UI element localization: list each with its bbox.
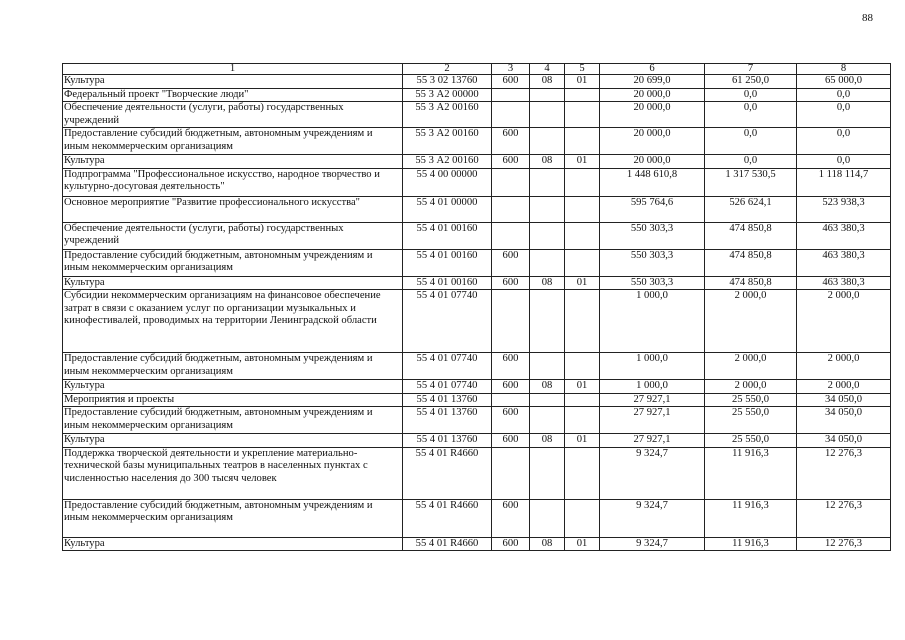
target-code-cell: 55 4 01 13760 (403, 407, 492, 434)
subsection-cell (565, 102, 600, 128)
section-cell: 08 (530, 380, 565, 394)
amount-col8-cell: 2 000,0 (797, 380, 891, 394)
section-cell (530, 393, 565, 407)
amount-col8-cell: 34 050,0 (797, 434, 891, 448)
header-cell: 8 (797, 64, 891, 75)
subsection-cell (565, 128, 600, 155)
amount-col8-cell: 463 380,3 (797, 249, 891, 276)
amount-col8-cell: 0,0 (797, 88, 891, 102)
row-name-cell: Культура (63, 380, 403, 394)
amount-col7-cell: 11 916,3 (705, 447, 797, 499)
amount-col7-cell: 61 250,0 (705, 75, 797, 89)
expense-type-cell: 600 (492, 249, 530, 276)
amount-col8-cell: 2 000,0 (797, 353, 891, 380)
table-row (63, 434, 891, 448)
amount-col7-cell: 474 850,8 (705, 276, 797, 290)
subsection-cell (565, 168, 600, 196)
subsection-cell: 01 (565, 155, 600, 169)
subsection-cell (565, 499, 600, 537)
row-name-cell: Культура (63, 155, 403, 169)
table-row (63, 102, 891, 128)
subsection-cell: 01 (565, 75, 600, 89)
target-code-cell: 55 4 01 R4660 (403, 447, 492, 499)
amount-col7-cell: 2 000,0 (705, 290, 797, 353)
header-cell: 4 (530, 64, 565, 75)
amount-col6-cell: 595 764,6 (600, 196, 705, 222)
amount-col7-cell: 2 000,0 (705, 380, 797, 394)
row-name-cell: Субсидии некоммерческим организациям на финансовое обеспечение затрат в связи с оказанием услуг по организации музыкальных и кинофестивалей, проводимых на территории Ленинградской области (63, 290, 403, 353)
row-name-cell: Культура (63, 434, 403, 448)
row-name-cell: Поддержка творческой деятельности и укрепление материально-технической базы муниципальных театров в населенных пунктах с численностью населения до 300 тысяч человек (63, 447, 403, 499)
subsection-cell (565, 88, 600, 102)
expense-type-cell (492, 168, 530, 196)
target-code-cell: 55 4 01 R4660 (403, 499, 492, 537)
subsection-cell (565, 290, 600, 353)
amount-col8-cell: 34 050,0 (797, 393, 891, 407)
section-cell: 08 (530, 434, 565, 448)
expense-type-cell: 600 (492, 434, 530, 448)
target-code-cell: 55 4 01 00160 (403, 276, 492, 290)
section-cell (530, 102, 565, 128)
amount-col6-cell: 9 324,7 (600, 499, 705, 537)
target-code-cell: 55 4 01 07740 (403, 353, 492, 380)
expense-type-cell (492, 102, 530, 128)
expense-type-cell (492, 290, 530, 353)
amount-col8-cell: 463 380,3 (797, 276, 891, 290)
section-cell (530, 222, 565, 249)
row-name-cell: Культура (63, 537, 403, 551)
table-row (63, 88, 891, 102)
table-row (63, 353, 891, 380)
subsection-cell: 01 (565, 380, 600, 394)
target-code-cell: 55 4 01 00160 (403, 222, 492, 249)
row-name-cell: Федеральный проект "Творческие люди" (63, 88, 403, 102)
amount-col6-cell: 550 303,3 (600, 222, 705, 249)
row-name-cell: Предоставление субсидий бюджетным, автономным учреждениям и иным некоммерческим организациям (63, 249, 403, 276)
amount-col6-cell: 20 000,0 (600, 88, 705, 102)
expense-type-cell (492, 222, 530, 249)
table-row (63, 537, 891, 551)
amount-col8-cell: 0,0 (797, 102, 891, 128)
amount-col8-cell: 12 276,3 (797, 447, 891, 499)
target-code-cell: 55 4 01 07740 (403, 380, 492, 394)
target-code-cell: 55 4 01 13760 (403, 434, 492, 448)
table-row (63, 393, 891, 407)
amount-col6-cell: 1 000,0 (600, 290, 705, 353)
subsection-cell: 01 (565, 537, 600, 551)
section-cell (530, 499, 565, 537)
amount-col7-cell: 0,0 (705, 155, 797, 169)
target-code-cell: 55 4 01 R4660 (403, 537, 492, 551)
header-cell: 1 (63, 64, 403, 75)
amount-col7-cell: 474 850,8 (705, 222, 797, 249)
column-number-row (63, 64, 891, 75)
table-row (63, 290, 891, 353)
row-name-cell: Предоставление субсидий бюджетным, автономным учреждениям и иным некоммерческим организациям (63, 353, 403, 380)
amount-col7-cell: 11 916,3 (705, 537, 797, 551)
section-cell (530, 447, 565, 499)
section-cell (530, 168, 565, 196)
amount-col6-cell: 20 000,0 (600, 102, 705, 128)
row-name-cell: Культура (63, 75, 403, 89)
amount-col6-cell: 9 324,7 (600, 537, 705, 551)
amount-col6-cell: 27 927,1 (600, 407, 705, 434)
amount-col7-cell: 474 850,8 (705, 249, 797, 276)
target-code-cell: 55 3 02 13760 (403, 75, 492, 89)
table-row (63, 380, 891, 394)
table-row (63, 196, 891, 222)
header-cell: 5 (565, 64, 600, 75)
table-row (63, 75, 891, 89)
section-cell: 08 (530, 155, 565, 169)
target-code-cell: 55 4 01 07740 (403, 290, 492, 353)
subsection-cell (565, 353, 600, 380)
expense-type-cell (492, 447, 530, 499)
amount-col7-cell: 0,0 (705, 88, 797, 102)
expense-type-cell: 600 (492, 499, 530, 537)
section-cell (530, 88, 565, 102)
amount-col6-cell: 1 448 610,8 (600, 168, 705, 196)
expense-type-cell (492, 88, 530, 102)
section-cell (530, 353, 565, 380)
amount-col6-cell: 27 927,1 (600, 393, 705, 407)
amount-col7-cell: 1 317 530,5 (705, 168, 797, 196)
subsection-cell (565, 447, 600, 499)
expense-type-cell: 600 (492, 276, 530, 290)
page-number: 88 (862, 12, 873, 24)
target-code-cell: 55 4 01 00000 (403, 196, 492, 222)
section-cell (530, 290, 565, 353)
subsection-cell (565, 249, 600, 276)
subsection-cell (565, 196, 600, 222)
amount-col8-cell: 12 276,3 (797, 537, 891, 551)
amount-col8-cell: 523 938,3 (797, 196, 891, 222)
expense-type-cell: 600 (492, 155, 530, 169)
row-name-cell: Культура (63, 276, 403, 290)
expense-type-cell: 600 (492, 75, 530, 89)
section-cell: 08 (530, 75, 565, 89)
amount-col7-cell: 25 550,0 (705, 393, 797, 407)
target-code-cell: 55 3 А2 00160 (403, 102, 492, 128)
target-code-cell: 55 4 00 00000 (403, 168, 492, 196)
target-code-cell: 55 4 01 00160 (403, 249, 492, 276)
row-name-cell: Предоставление субсидий бюджетным, автономным учреждениям и иным некоммерческим организациям (63, 499, 403, 537)
table-row (63, 276, 891, 290)
table-row (63, 407, 891, 434)
amount-col8-cell: 34 050,0 (797, 407, 891, 434)
expense-type-cell (492, 196, 530, 222)
expense-type-cell: 600 (492, 353, 530, 380)
section-cell (530, 128, 565, 155)
amount-col6-cell: 1 000,0 (600, 353, 705, 380)
header-cell: 7 (705, 64, 797, 75)
target-code-cell: 55 4 01 13760 (403, 393, 492, 407)
subsection-cell (565, 222, 600, 249)
row-name-cell: Подпрограмма "Профессиональное искусство, народное творчество и культурно-досуговая деятельность" (63, 168, 403, 196)
amount-col8-cell: 1 118 114,7 (797, 168, 891, 196)
amount-col7-cell: 11 916,3 (705, 499, 797, 537)
section-cell (530, 407, 565, 434)
amount-col6-cell: 20 000,0 (600, 155, 705, 169)
amount-col8-cell: 463 380,3 (797, 222, 891, 249)
amount-col7-cell: 526 624,1 (705, 196, 797, 222)
amount-col8-cell: 0,0 (797, 128, 891, 155)
amount-col6-cell: 9 324,7 (600, 447, 705, 499)
subsection-cell (565, 407, 600, 434)
table-row (63, 249, 891, 276)
table-row (63, 499, 891, 537)
subsection-cell (565, 393, 600, 407)
header-cell: 2 (403, 64, 492, 75)
header-cell: 3 (492, 64, 530, 75)
subsection-cell: 01 (565, 434, 600, 448)
budget-table (62, 63, 891, 551)
amount-col7-cell: 25 550,0 (705, 434, 797, 448)
section-cell (530, 196, 565, 222)
expense-type-cell (492, 393, 530, 407)
amount-col8-cell: 65 000,0 (797, 75, 891, 89)
table-row (63, 128, 891, 155)
amount-col6-cell: 550 303,3 (600, 276, 705, 290)
row-name-cell: Обеспечение деятельности (услуги, работы) государственных учреждений (63, 222, 403, 249)
section-cell: 08 (530, 276, 565, 290)
amount-col7-cell: 25 550,0 (705, 407, 797, 434)
row-name-cell: Мероприятия и проекты (63, 393, 403, 407)
table-row (63, 222, 891, 249)
amount-col6-cell: 20 699,0 (600, 75, 705, 89)
amount-col6-cell: 550 303,3 (600, 249, 705, 276)
amount-col6-cell: 27 927,1 (600, 434, 705, 448)
amount-col8-cell: 12 276,3 (797, 499, 891, 537)
amount-col6-cell: 20 000,0 (600, 128, 705, 155)
amount-col7-cell: 2 000,0 (705, 353, 797, 380)
table-row (63, 168, 891, 196)
amount-col7-cell: 0,0 (705, 102, 797, 128)
header-cell: 6 (600, 64, 705, 75)
target-code-cell: 55 3 А2 00160 (403, 155, 492, 169)
table-row (63, 155, 891, 169)
expense-type-cell: 600 (492, 128, 530, 155)
row-name-cell: Предоставление субсидий бюджетным, автономным учреждениям и иным некоммерческим организациям (63, 407, 403, 434)
expense-type-cell: 600 (492, 380, 530, 394)
row-name-cell: Предоставление субсидий бюджетным, автономным учреждениям и иным некоммерческим организациям (63, 128, 403, 155)
target-code-cell: 55 3 А2 00160 (403, 128, 492, 155)
row-name-cell: Обеспечение деятельности (услуги, работы) государственных учреждений (63, 102, 403, 128)
table-row (63, 447, 891, 499)
section-cell: 08 (530, 537, 565, 551)
subsection-cell: 01 (565, 276, 600, 290)
target-code-cell: 55 3 А2 00000 (403, 88, 492, 102)
amount-col8-cell: 2 000,0 (797, 290, 891, 353)
amount-col6-cell: 1 000,0 (600, 380, 705, 394)
expense-type-cell: 600 (492, 407, 530, 434)
expense-type-cell: 600 (492, 537, 530, 551)
row-name-cell: Основное мероприятие "Развитие профессионального искусства" (63, 196, 403, 222)
amount-col7-cell: 0,0 (705, 128, 797, 155)
section-cell (530, 249, 565, 276)
amount-col8-cell: 0,0 (797, 155, 891, 169)
